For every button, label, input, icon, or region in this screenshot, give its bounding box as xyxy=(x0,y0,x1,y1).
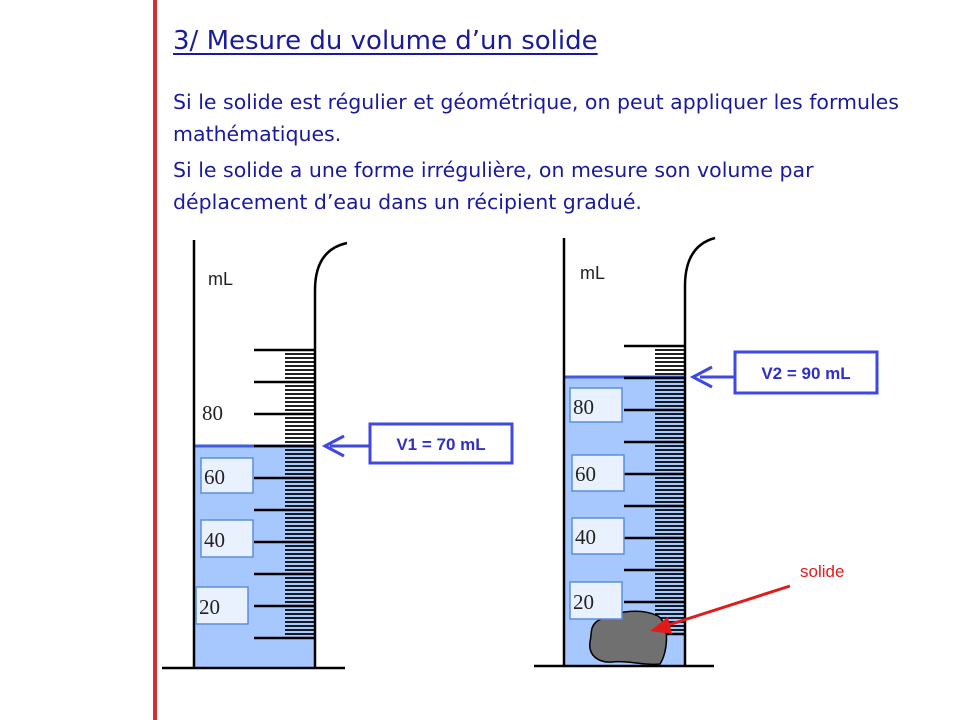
graduated-cylinder-1 xyxy=(162,240,347,668)
paragraph-irregular-solid: Si le solide a une forme irrégulière, on mesure son volume par déplacement d’eau dans un récipient gradué. xyxy=(173,158,814,214)
tick-label-60: 60 xyxy=(204,465,225,489)
tick-label-40: 40 xyxy=(204,528,225,552)
tick-label-40-2: 40 xyxy=(575,525,596,549)
tick-label-80-2: 80 xyxy=(573,395,594,419)
unit-label-1: mL xyxy=(208,269,234,289)
reading-label-2: V2 = 90 mL xyxy=(761,364,851,383)
unit-label-2: mL xyxy=(580,263,606,283)
tick-label-60-2: 60 xyxy=(575,462,596,486)
cylinder-2-spout xyxy=(685,238,715,286)
graduated-cylinder-2 xyxy=(534,238,715,666)
cylinder-1-spout xyxy=(315,243,347,290)
tick-label-20-2: 20 xyxy=(573,590,594,614)
tick-label-80: 80 xyxy=(202,401,223,425)
reading-2 xyxy=(693,352,877,393)
reading-1 xyxy=(325,424,512,463)
paragraph-regular-solid: Si le solide est régulier et géométrique, on peut appliquer les formules mathématiques. xyxy=(173,90,899,146)
solid-label: solide xyxy=(800,562,845,581)
tick-label-20: 20 xyxy=(199,595,220,619)
reading-label-1: V1 = 70 mL xyxy=(396,435,486,454)
page-title: 3/ Mesure du volume d’un solide xyxy=(173,26,598,56)
